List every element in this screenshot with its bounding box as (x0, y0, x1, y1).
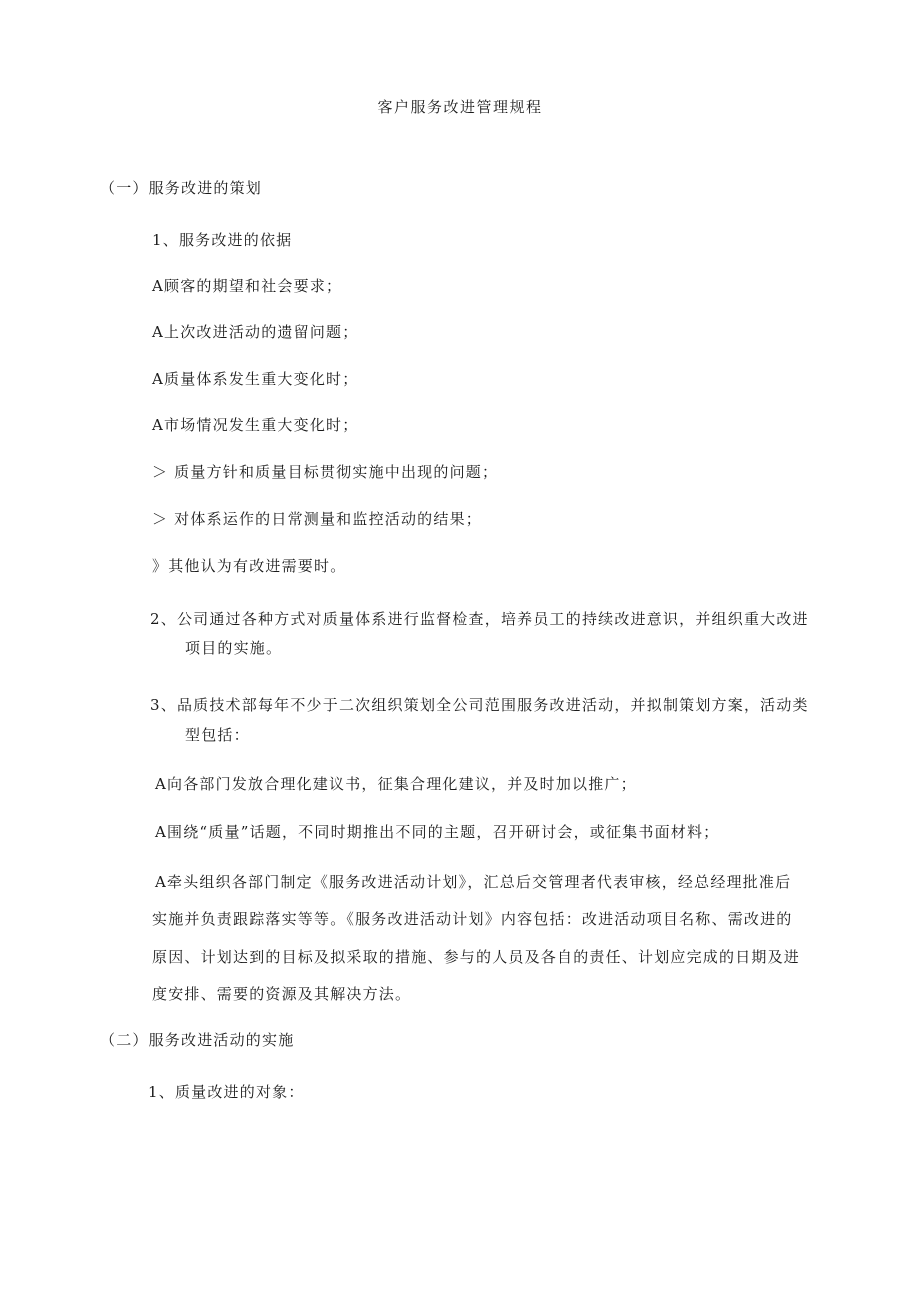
paragraph-line: 度安排、需要的资源及其解决方法。 (152, 985, 412, 1003)
paragraph-line: A牵头组织各部门制定《服务改进活动计划》，汇总后交管理者代表审核，经总经理批准后 (155, 873, 792, 891)
paragraph-line: 实施并负责跟踪落实等等。《服务改进活动计划》内容包括：改进活动项目名称、需改进的 (152, 910, 793, 928)
document-title: 客户服务改进管理规程 (377, 98, 543, 116)
list-item: 》其他认为有改进需要时。 (152, 557, 347, 575)
list-item: A顾客的期望和社会要求； (152, 277, 343, 295)
list-item: A向各部门发放合理化建议书，征集合理化建议，并及时加以推广； (155, 775, 637, 793)
paragraph-line: 原因、计划达到的目标及拟采取的措施、参与的人员及各自的责任、计划应完成的日期及进 (152, 948, 801, 966)
section-heading: （一）服务改进的策划 (100, 179, 263, 197)
list-item: A质量体系发生重大变化时； (152, 370, 359, 388)
subsection-heading: 1、服务改进的依据 (152, 231, 293, 249)
paragraph-line: 型包括： (185, 726, 250, 744)
list-item: A围绕“质量”话题，不同时期推出不同的主题，召开研讨会，或征集书面材料； (155, 823, 720, 841)
list-item: A市场情况发生重大变化时； (152, 416, 359, 434)
paragraph-line: 3、品质技术部每年不少于二次组织策划全公司范围服务改进活动，并拟制策划方案，活动类 (150, 696, 809, 714)
section-heading: （二）服务改进活动的实施 (100, 1031, 295, 1049)
list-item: ＞ 对体系运作的日常测量和监控活动的结果； (152, 510, 482, 528)
paragraph-line: 项目的实施。 (185, 639, 283, 657)
subsection-heading: 1、质量改进的对象： (148, 1083, 305, 1101)
paragraph-line: 2、公司通过各种方式对质量体系进行监督检查，培养员工的持续改进意识，并组织重大改进 (150, 610, 809, 628)
list-item: A上次改进活动的遗留问题； (152, 323, 359, 341)
list-item: ＞ 质量方针和质量目标贯彻实施中出现的问题； (152, 463, 499, 481)
